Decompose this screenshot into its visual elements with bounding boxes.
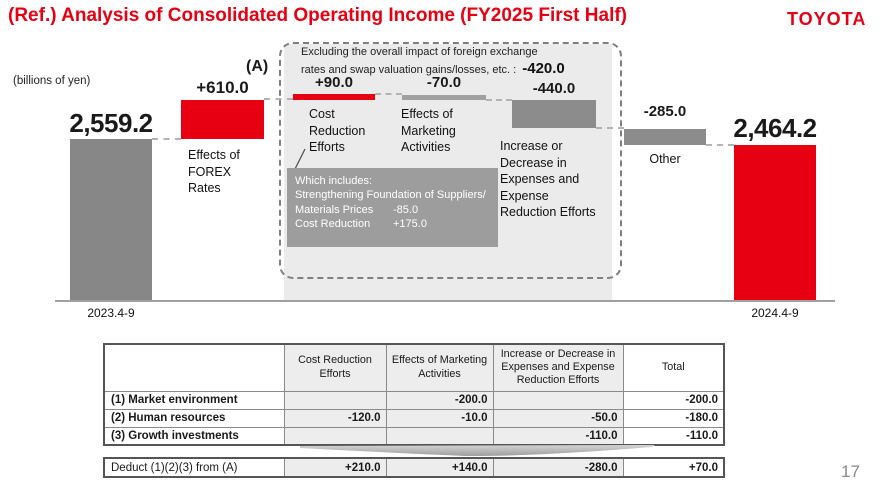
which-includes-item-label: Cost Reduction [295, 217, 371, 230]
cell-total: -180.0 [623, 409, 724, 427]
table-row [104, 409, 724, 427]
forex-label: Effects of FOREX Rates [188, 148, 240, 195]
page-title: (Ref.) Analysis of Consolidated Operating Income (FY2025 First Half) [8, 5, 628, 26]
header-total: Total [623, 344, 724, 391]
deduct-table [103, 457, 725, 478]
header-blank [104, 344, 284, 391]
cell-value: -50.0 [493, 409, 623, 427]
header-expenses: Increase or Decrease in Expenses and Expense Reduction Efforts [493, 344, 623, 391]
header-marketing: Effects of Marketing Activities [386, 344, 493, 391]
excluding-note-value: -420.0 [522, 59, 565, 77]
deduct-label: Deduct (1)(2)(3) from (A) [104, 458, 284, 477]
cost-reduction-label: Cost Reduction Efforts [309, 107, 366, 154]
forex-value: +610.0 [196, 78, 249, 97]
deduct-value: +140.0 [386, 458, 493, 477]
which-includes-heading: Which includes: [295, 175, 373, 187]
connector-line-3 [375, 93, 402, 95]
which-includes-item-label: Materials Prices [295, 203, 374, 216]
which-includes-item-value: -85.0 [393, 203, 419, 216]
which-includes-connector-line [292, 148, 308, 170]
which-includes-box [287, 168, 498, 247]
cell-total: -200.0 [623, 391, 724, 409]
bar-forex [181, 100, 264, 139]
toyota-logo: TOYOTA [787, 9, 867, 29]
start-total-value: 2,559.2 [69, 108, 153, 138]
bar-end-2024 [734, 145, 816, 300]
which-includes-subheading: Strengthening Foundation of Suppliers/ [295, 189, 486, 202]
bar-other [624, 129, 706, 145]
connector-line-5 [596, 127, 624, 129]
deduct-row [104, 458, 724, 477]
other-label: Other [649, 152, 681, 166]
end-total-value: 2,464.2 [733, 113, 817, 143]
x-axis-line [55, 300, 835, 302]
excluding-note-line2: rates and swap valuation gains/losses, etc. : [301, 63, 517, 76]
which-includes-item-value: +175.0 [393, 217, 427, 230]
breakdown-table [103, 343, 725, 446]
cell-value: -10.0 [386, 409, 493, 427]
cell-value: -120.0 [284, 409, 386, 427]
cell-total: -110.0 [623, 427, 724, 445]
down-flow-arrow [295, 444, 660, 458]
a-marker: (A) [246, 58, 269, 75]
connector-line-4 [486, 99, 512, 101]
deduct-value: +210.0 [284, 458, 386, 477]
cell-value [284, 391, 386, 409]
expenses-label: Increase or Decrease in Expenses and Expense Reduction Efforts [500, 139, 596, 219]
cell-value [386, 427, 493, 445]
cell-value [493, 391, 623, 409]
header-cost-reduction: Cost Reduction Efforts [284, 344, 386, 391]
connector-line-2 [264, 98, 293, 100]
table-row [104, 427, 724, 445]
row-label-market-environment: (1) Market environment [104, 391, 284, 409]
cell-value: -110.0 [493, 427, 623, 445]
axis-label-2023: 2023.4-9 [87, 306, 135, 320]
page-number: 17 [841, 462, 860, 481]
deduct-total: +70.0 [623, 458, 724, 477]
excluding-note-line1: Excluding the overall impact of foreign exchange [301, 46, 538, 58]
bar-start-2023 [70, 139, 152, 300]
table-header-row [104, 344, 724, 391]
connector-line-6 [706, 144, 734, 146]
bar-expenses [512, 100, 596, 128]
marketing-value: -70.0 [426, 74, 462, 91]
which-includes-item [295, 217, 490, 231]
deduct-value: -280.0 [493, 458, 623, 477]
axis-label-2024: 2024.4-9 [751, 306, 799, 320]
row-label-human-resources: (2) Human resources [104, 409, 284, 427]
other-value: -285.0 [643, 103, 687, 120]
table-row [104, 391, 724, 409]
unit-label: (billions of yen) [13, 75, 91, 87]
bar-cost-reduction [293, 94, 375, 100]
expenses-value: -440.0 [532, 80, 576, 97]
which-includes-item [295, 203, 490, 217]
marketing-label: Effects of Marketing Activities [401, 107, 456, 154]
cell-value [284, 427, 386, 445]
cost-reduction-value: +90.0 [315, 74, 353, 91]
cell-value: -200.0 [386, 391, 493, 409]
excluding-note [301, 46, 565, 79]
row-label-growth-investments: (3) Growth investments [104, 427, 284, 445]
bar-marketing [402, 95, 486, 100]
